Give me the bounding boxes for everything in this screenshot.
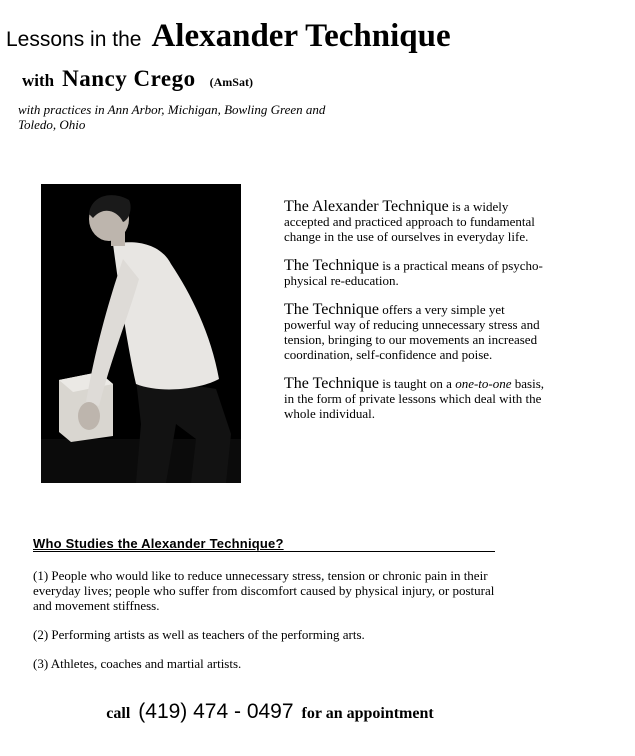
teacher-name: Nancy Crego	[62, 66, 196, 91]
blurb-1	[284, 199, 546, 244]
list-item: (3) Athletes, coaches and martial artists.	[33, 656, 242, 671]
cta-suffix: for an appointment	[301, 705, 434, 722]
blurb-lead: The Technique	[284, 301, 379, 318]
cta-prefix: call	[106, 705, 131, 722]
who-studies-heading: Who Studies the Alexander Technique?	[33, 536, 495, 552]
with-prefix: with	[22, 71, 55, 90]
blurb-text: offers a very simple yet powerful way of reducing unnecessary stress and tension, bringing to our movements an increased coordination, self-confidence and poise.	[284, 302, 540, 362]
blurb-text: is a widely accepted and practiced approach to fundamental change in the use of ourselves in everyday life.	[284, 199, 535, 244]
blurb-text: is a practical means of psycho-physical re-education.	[284, 258, 543, 288]
blurb-lead: The Alexander Technique	[284, 198, 449, 215]
title-main: Alexander Technique	[151, 18, 451, 54]
blurb-lead: The Technique	[284, 375, 379, 392]
list-item: (2) Performing artists as well as teachers of the performing arts.	[33, 627, 365, 642]
technique-description	[284, 199, 546, 435]
blurb-emphasis: one-to-one	[455, 376, 512, 391]
page-title	[6, 18, 451, 55]
teacher-photo	[41, 184, 241, 483]
list-item: (1) People who would like to reduce unnecessary stress, tension or chronic pain in their everyday lives; people who suffer from discomfort caused by physical injury, or postural and movement stiffness.	[33, 568, 495, 613]
practices-locations: with practices in Ann Arbor, Michigan, Bowling Green and Toledo, Ohio	[18, 102, 326, 132]
who-studies-list	[33, 568, 503, 685]
appointment-cta	[0, 700, 540, 724]
blurb-text: is taught on a	[379, 376, 456, 391]
blurb-text: basis, in the form of private lessons which deal with the whole individual.	[284, 376, 544, 421]
blurb-lead: The Technique	[284, 257, 379, 274]
photo-illustration	[41, 184, 241, 483]
teacher-credential: (AmSat)	[209, 75, 253, 89]
blurb-3	[284, 302, 546, 362]
teacher-line	[22, 66, 253, 92]
phone-number[interactable]: (419) 474 - 0497	[138, 700, 294, 723]
title-prefix: Lessons in the	[6, 28, 142, 51]
blurb-4	[284, 376, 546, 421]
blurb-2	[284, 258, 546, 288]
